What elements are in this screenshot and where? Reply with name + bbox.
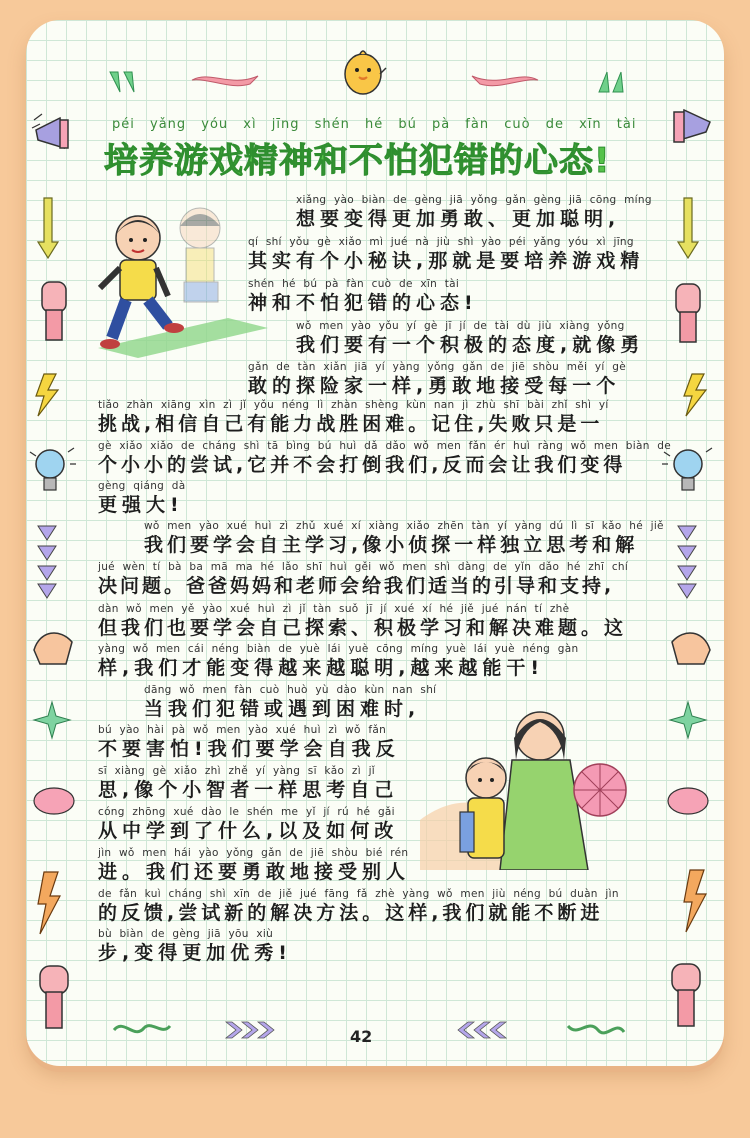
line-hanzi: 从中学到了什么,以及如何改 [98,820,399,842]
line-pinyin: tiǎo zhàn xiāng xìn zì jǐ yǒu néng lì zhàn shèng kùn nan jì zhù shī bài zhǐ shì yí [98,399,609,411]
line-hanzi: 敢的探险家一样,勇敢地接受每一个 [248,375,621,397]
chevrons-right-icon [448,1020,508,1040]
text-line [98,603,627,640]
line-pinyin: de fǎn kuì cháng shì xīn de jiě jué fāng fǎ zhè yàng wǒ men jiù néng bú duàn jìn [98,888,619,900]
text-line [144,520,664,557]
line-pinyin: sī xiàng gè xiǎo zhì zhě yí yàng sī kǎo zì jǐ [98,765,375,777]
page-title: 培养游戏精神和不怕犯错的心态! [104,141,611,181]
line-hanzi: 进。我们还要勇敢地接受别人 [98,861,411,883]
text-line [248,278,478,315]
line-pinyin: bù biàn de gèng jiā yōu xiù [98,928,274,940]
line-hanzi: 我们要有一个积极的态度,就像勇 [296,334,645,356]
line-pinyin: jìn wǒ men hái yào yǒng gǎn de jiē shòu bié rén [98,847,409,859]
line-pinyin: gèng qiáng dà [98,480,186,492]
line-pinyin: gè xiǎo xiǎo de cháng shì tā bìng bú huì dǎ dǎo wǒ men fǎn ér huì ràng wǒ men biàn de [98,440,672,452]
line-hanzi: 我们要学会自主学习,像小侦探一样独立思考和解 [144,534,639,556]
text-line [144,684,436,721]
text-line [98,643,578,680]
line-hanzi: 步,变得更加优秀! [98,942,292,964]
line-pinyin: wǒ men yào yǒu yí gè jī jí de tài dù jiù xiàng yǒng [296,320,625,332]
text-line [248,236,644,273]
line-hanzi: 神和不怕犯错的心态! [248,292,478,314]
chevrons-left-icon [224,1020,284,1040]
text-line [98,888,619,925]
line-hanzi: 但我们也要学会自己探索、积极学习和解决难题。这 [98,617,628,639]
line-pinyin: shén hé bú pà fàn cuò de xīn tài [248,278,460,290]
text-line [98,399,609,436]
line-pinyin: dāng wǒ men fàn cuò huò yù dào kùn nan shí [144,684,437,696]
line-hanzi: 更强大! [98,494,184,516]
line-pinyin: qí shí yǒu gè xiǎo mì jué nà jiù shì yào péi yǎng yóu xì jīng [248,236,634,248]
green-wave-left-icon [112,1016,172,1042]
line-hanzi: 挑战,相信自己有能力战胜困难。记住,失败只是一 [98,413,604,435]
line-pinyin: bú yào hài pà wǒ men yào xué huì zì wǒ fǎn [98,724,387,736]
line-hanzi: 决问题。爸爸妈妈和老师会给我们适当的引导和支持, [98,575,615,597]
line-hanzi: 不要害怕!我们要学会自我反 [98,738,400,760]
text-line [98,440,671,477]
line-pinyin: jué wèn tí bà ba mā ma hé lǎo shī huì gěi wǒ men shì dàng de yǐn dǎo hé zhī chí [98,561,629,573]
page-number: 42 [350,1027,373,1046]
text-line [98,724,400,761]
line-hanzi: 样,我们才能变得越来越聪明,越来越能干! [98,657,545,679]
line-hanzi: 其实有个小秘诀,那就是要培养游戏精 [248,250,645,272]
text-line [296,194,652,231]
line-hanzi: 的反馈,尝试新的解决方法。这样,我们就能不断进 [98,902,604,924]
text-line [98,928,292,965]
green-wave-right-icon [566,1016,626,1042]
line-pinyin: cóng zhōng xué dào le shén me yǐ jí rú hé gǎi [98,806,395,818]
line-pinyin: yàng wǒ men cái néng biàn de yuè lái yuè cōng míng yuè lái yuè néng gàn [98,643,579,655]
line-hanzi: 个小小的尝试,它并不会打倒我们,反而会让我们变得 [98,454,627,476]
text-line [248,361,626,398]
text-line [98,847,410,884]
line-pinyin: wǒ men yào xué huì zì zhǔ xué xí xiàng xiǎo zhēn tàn yí yàng dú lì sī kǎo hé jiě [144,520,664,532]
text-line [98,806,398,843]
line-hanzi: 思,像个小智者一样思考自己 [98,779,399,801]
text-line [98,561,628,598]
line-pinyin: gǎn de tàn xiǎn jiā yí yàng yǒng gǎn de jiē shòu měi yí gè [248,361,626,373]
line-pinyin: xiǎng yào biàn de gèng jiā yǒng gǎn gèng jiā cōng míng [296,194,652,206]
text-line [98,765,398,802]
line-hanzi: 想要变得更加勇敢、更加聪明, [296,208,621,230]
line-hanzi: 当我们犯错或遇到困难时, [144,698,421,720]
text-line [296,320,644,357]
text-line [98,480,185,517]
line-pinyin: dàn wǒ men yě yào xué huì zì jǐ tàn suǒ jī jí xué xí hé jiě jué nán tí zhè [98,603,570,615]
title-pinyin: péi yǎng yóu xì jīng shén hé bú pà fàn cuò de xīn tài [112,117,637,132]
